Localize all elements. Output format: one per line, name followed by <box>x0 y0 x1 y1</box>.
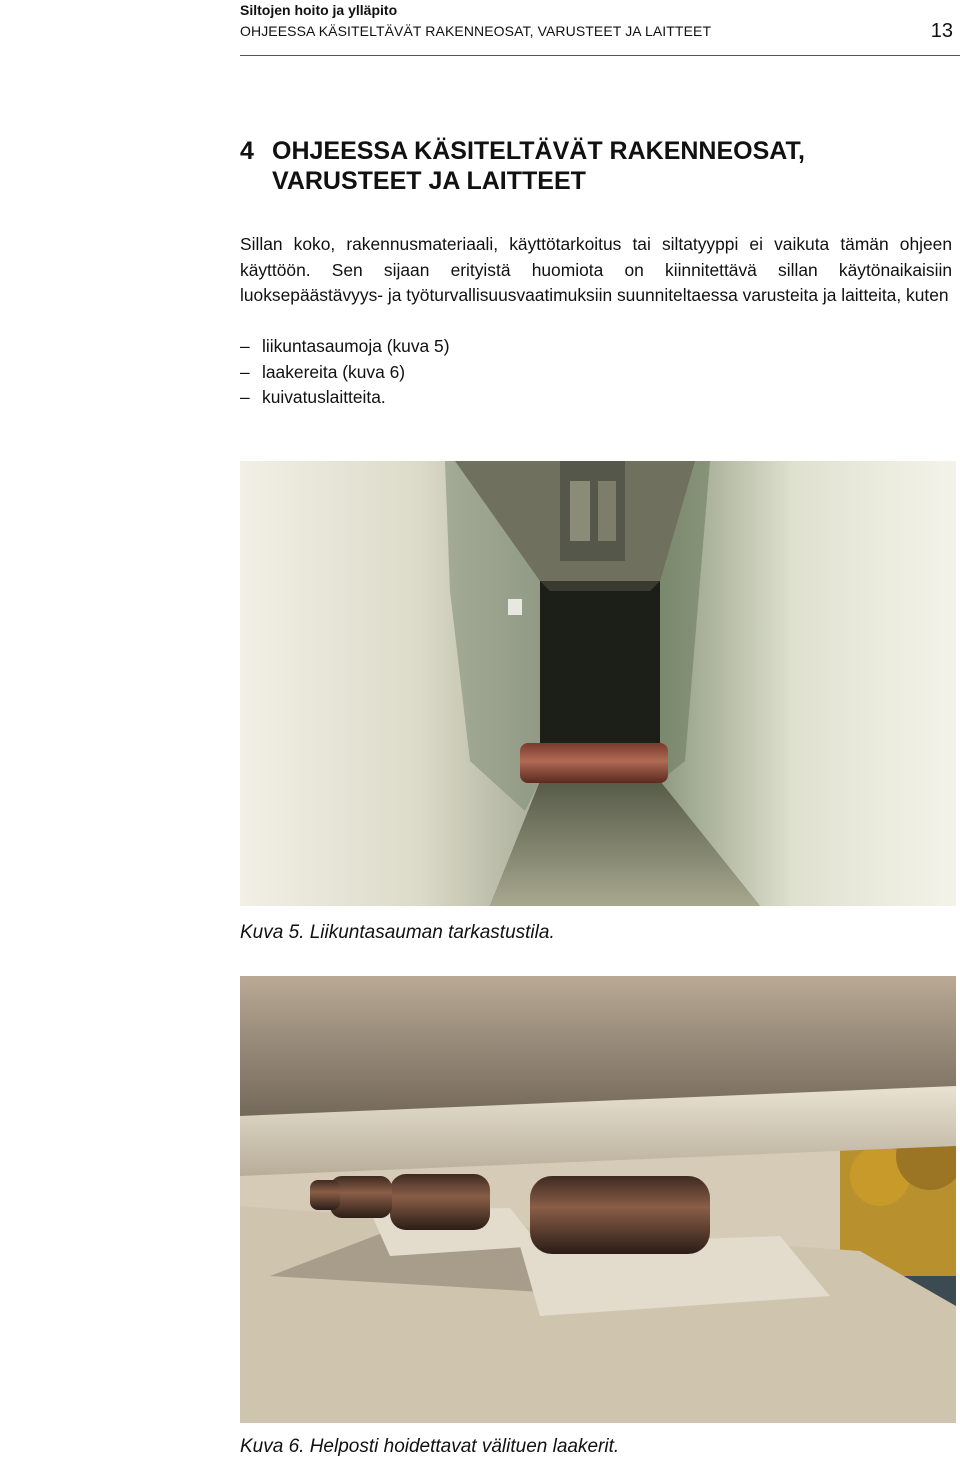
figure-6-photo <box>240 976 956 1423</box>
bullet-dash: – <box>240 387 250 407</box>
figure-5-photo <box>240 461 956 906</box>
figure-5-caption: Kuva 5. Liikuntasauman tarkastustila. <box>240 922 555 943</box>
chapter-heading <box>240 136 940 196</box>
page-number: 13 <box>930 20 953 42</box>
chapter-title-line-1: OHJEESSA KÄSITELTÄVÄT RAKENNEOSAT, <box>272 137 805 165</box>
page-header <box>240 0 960 58</box>
bullet-list <box>240 334 952 411</box>
chapter-title-line-2: VARUSTEET JA LAITTEET <box>272 167 586 195</box>
list-item-text: laakereita (kuva 6) <box>262 361 406 382</box>
list-item-text: liikuntasaumoja (kuva 5) <box>262 336 450 356</box>
list-item <box>240 334 952 360</box>
bullet-dash: – <box>240 336 250 356</box>
figure-6-caption: Kuva 6. Helposti hoidettavat välituen laakerit. <box>240 1436 620 1457</box>
bullet-dash: – <box>240 361 250 382</box>
list-item-text: kuivatuslaitteita. <box>262 387 386 407</box>
body-paragraph: Sillan koko, rakennusmateriaali, käyttötarkoitus tai siltatyyppi ei vaikuta tämän ohjeen käyttöön. Sen sijaan erityistä huomiota on kiinnitettävä sillan käytönaikaisiin luoksepäästävyys- ja työturvallisuusvaatimuksiin suunniteltaessa varusteita ja laitteita, kuten <box>240 234 952 305</box>
list-item <box>240 385 952 411</box>
running-section-title: OHJEESSA KÄSITELTÄVÄT RAKENNEOSAT, VARUSTEET JA LAITTEET <box>240 23 712 39</box>
list-item <box>240 360 952 386</box>
running-title: Siltojen hoito ja ylläpito <box>240 2 398 18</box>
chapter-number: 4 <box>240 137 254 165</box>
header-divider <box>240 55 960 56</box>
